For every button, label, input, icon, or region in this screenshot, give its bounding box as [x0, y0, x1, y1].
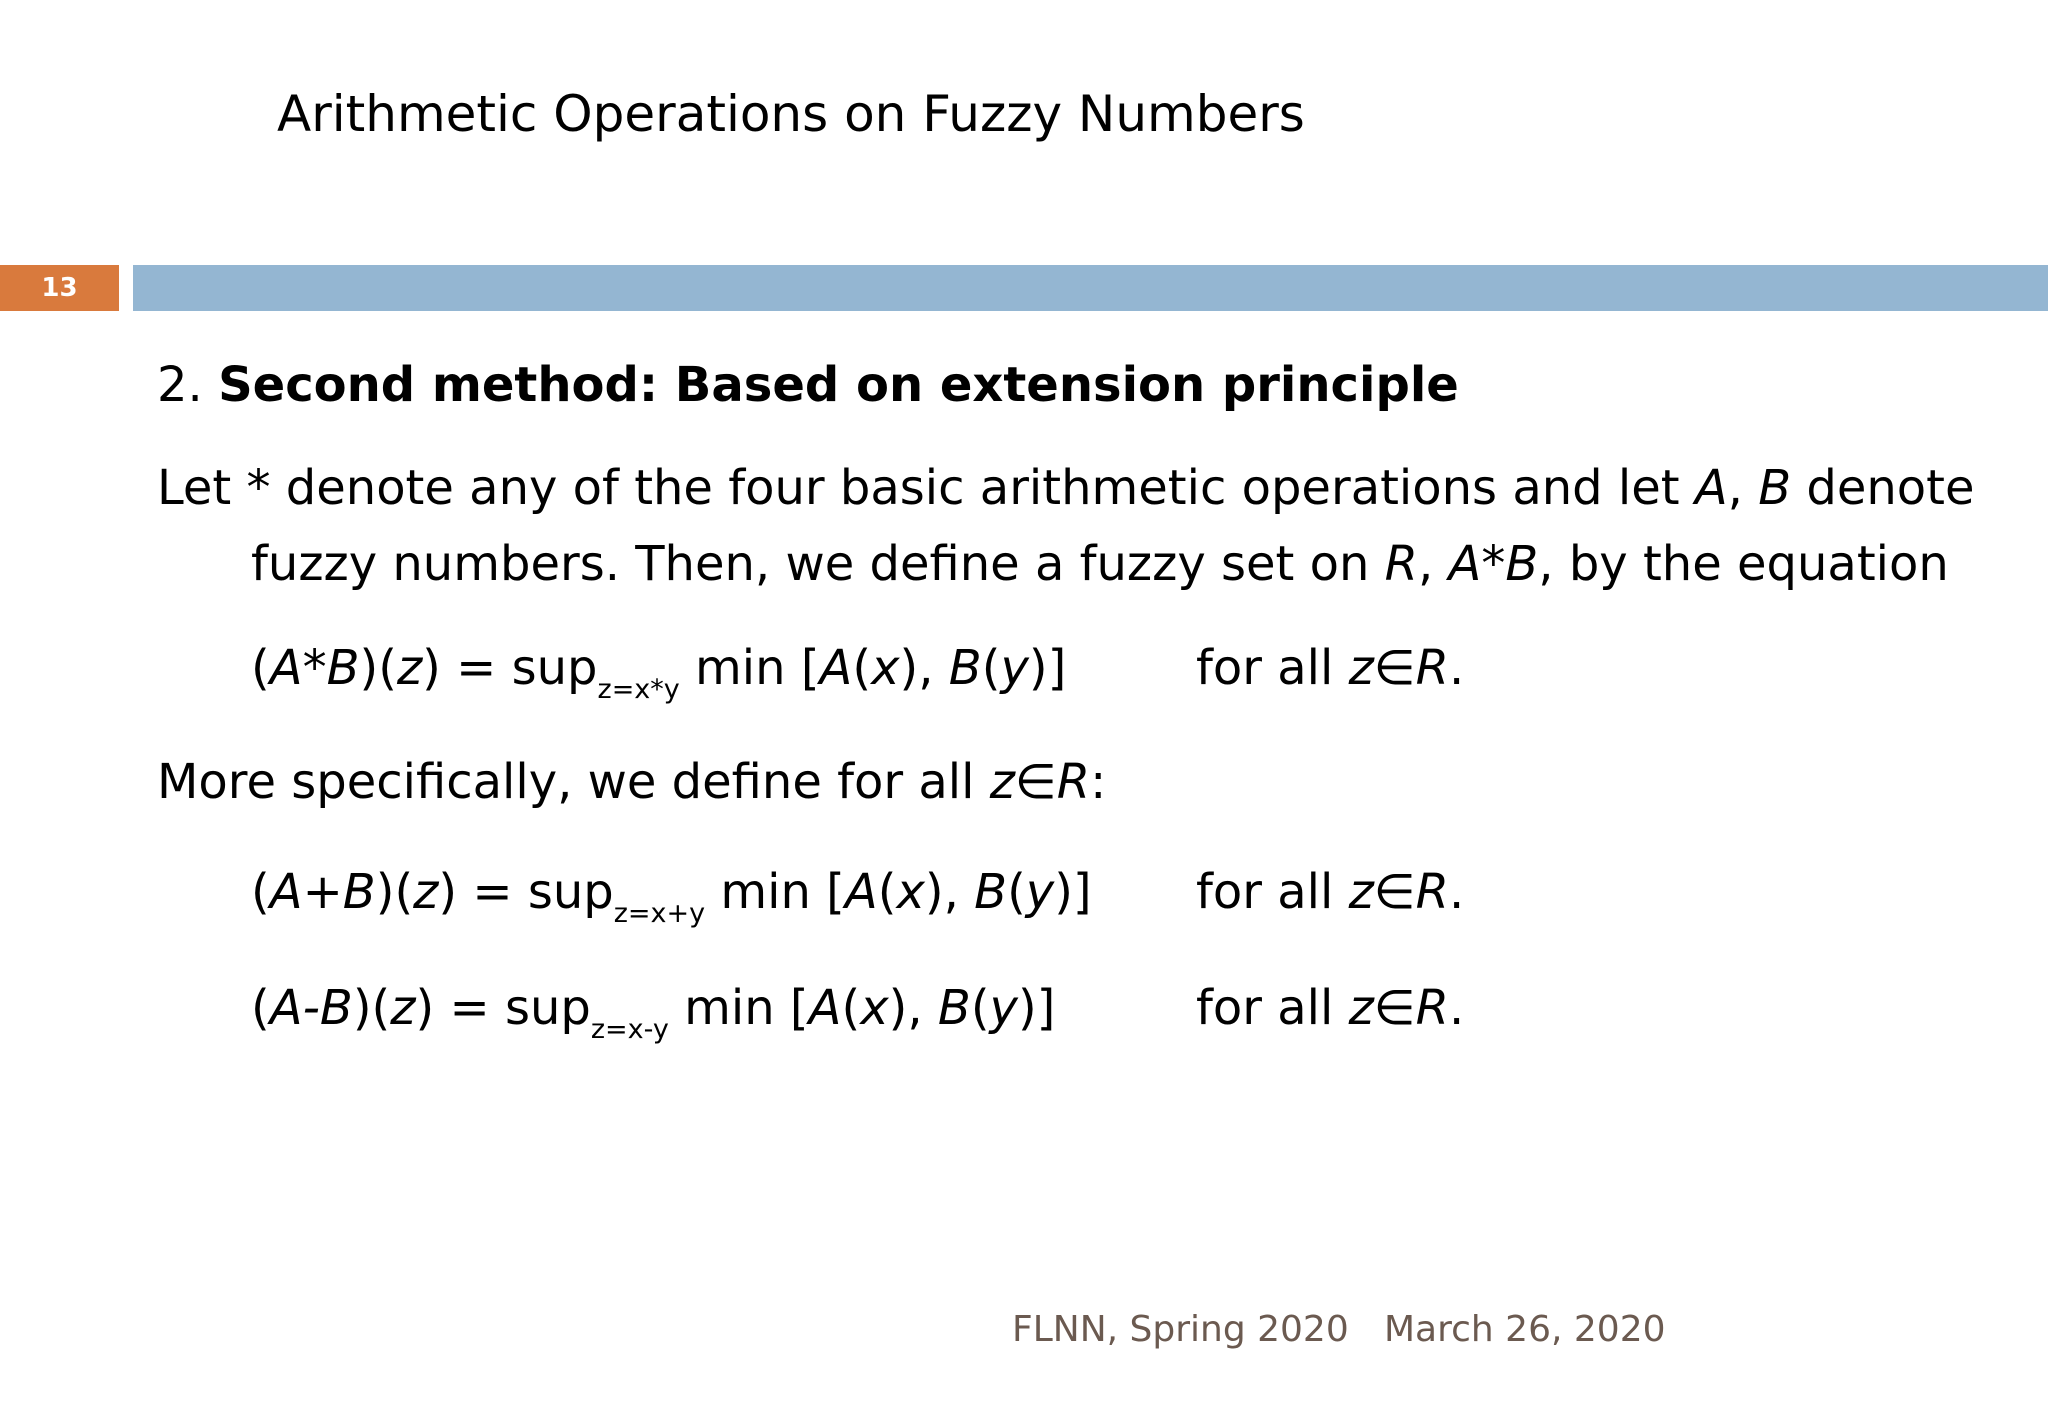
footer-date: March 26, 2020 [1384, 1309, 1666, 1350]
formula-subtraction-subscript: z=x-y [590, 1014, 669, 1045]
formula-addition [157, 846, 1957, 938]
section-heading [157, 345, 1957, 425]
intro-var-r: R [1384, 536, 1419, 592]
footer-course: FLNN, Spring 2020 [1012, 1309, 1349, 1350]
intro-paragraph [157, 450, 1991, 602]
formula-general [157, 622, 1957, 714]
slide-body [157, 345, 1975, 1054]
slide-number-badge: 13 [0, 265, 119, 311]
formula-subtraction-condition: for all z∈R. [1196, 980, 1465, 1036]
slide-title: Arithmetic Operations on Fuzzy Numbers [277, 85, 1305, 143]
heading-number: 2. [157, 357, 219, 413]
intro-var-astarb: A*B [1448, 536, 1539, 592]
intro-comma-1: , [1727, 460, 1759, 516]
formula-addition-expression: (A+B)(z) = sup$_{z=x+y}$ min [A(x), B(y)] [251, 864, 1092, 929]
formula-subtraction [157, 962, 1957, 1054]
formula-subtraction-expression: (A-B)(z) = sup$_{z=x-y}$ min [A(x), B(y)] [251, 980, 1056, 1045]
intro-comma-2: , [1418, 536, 1449, 592]
intro-text-2: denote fuzzy numbers. Then, we define a fuzzy set on [251, 460, 1975, 592]
intro-var-a: A [1694, 460, 1728, 516]
heading-text: Second method: Based on extension principle [218, 357, 1459, 413]
formula-general-subscript: z=x*y [597, 674, 680, 705]
formula-addition-condition: for all z∈R. [1196, 864, 1465, 920]
intro-text-1: Let * denote any of the four basic arithmetic operations and let [157, 460, 1695, 516]
formula-addition-subscript: z=x+y [613, 898, 706, 929]
specific-paragraph [157, 742, 1957, 822]
specific-var: z∈R [989, 754, 1091, 810]
intro-var-b: B [1758, 460, 1792, 516]
intro-text-3: , by the equation [1538, 536, 1949, 592]
formula-general-expression: (A*B)(z) = sup$_{z=x*y}$ min [A(x), B(y)] [251, 640, 1067, 705]
specific-text: More specifically, we define for all [157, 754, 990, 810]
header-divider-bar [133, 265, 2048, 311]
formula-general-condition: for all z∈R. [1196, 640, 1465, 696]
specific-colon: : [1090, 754, 1107, 810]
